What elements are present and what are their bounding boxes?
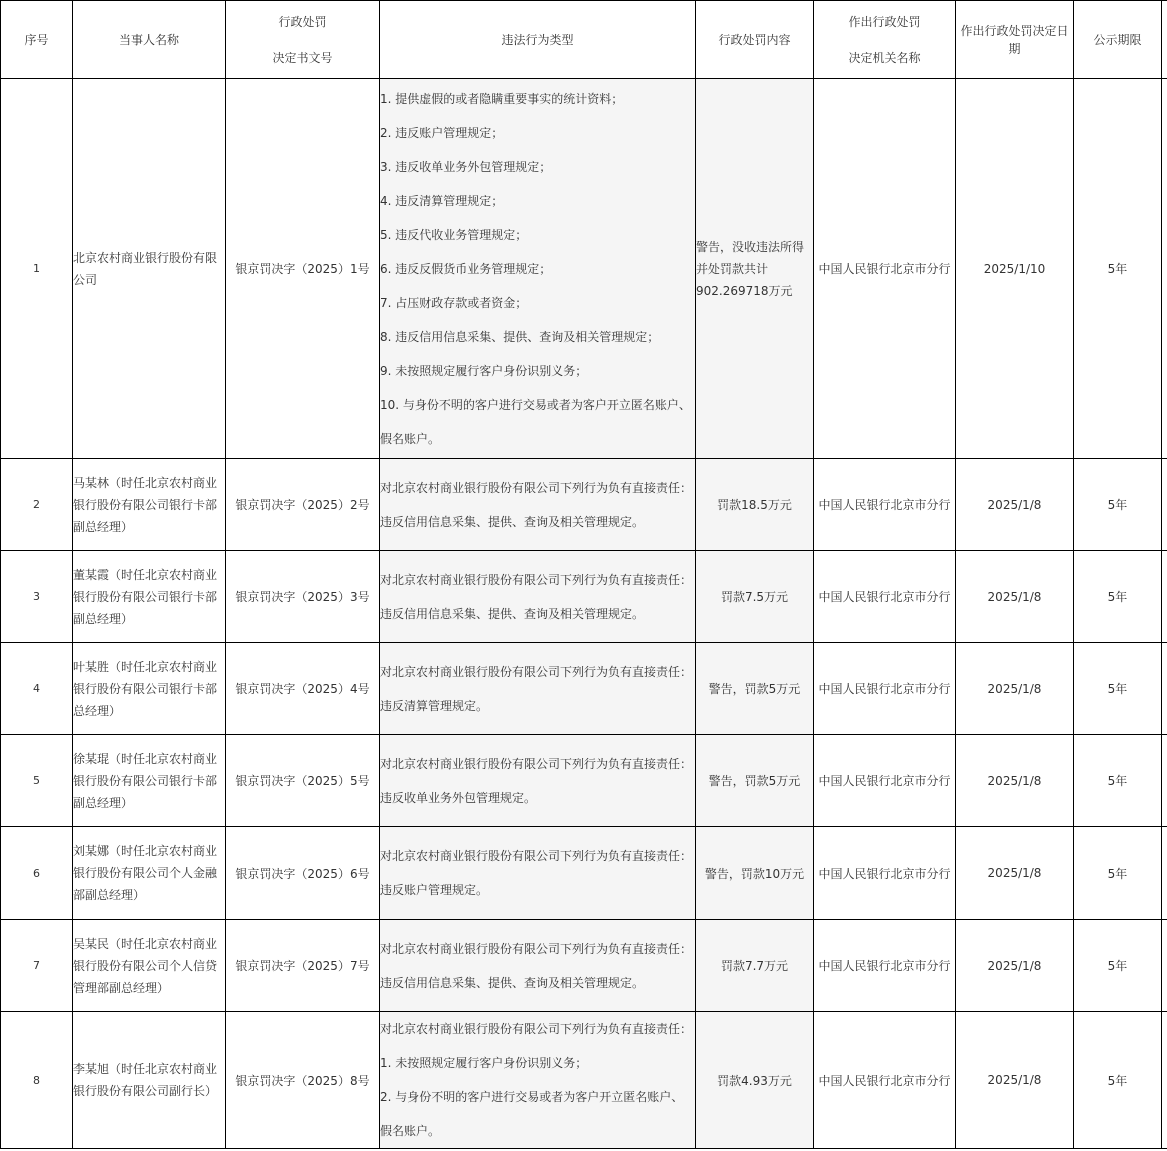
cell-party: 董某霞（时任北京农村商业银行股份有限公司银行卡部副总经理） — [73, 551, 226, 643]
violation-item: 违反账户管理规定。 — [380, 883, 489, 897]
header-doc-no: 行政处罚 决定书文号 — [226, 1, 380, 79]
cell-violation — [380, 459, 696, 551]
cell-penalty: 警告，没收违法所得并处罚款共计902.269718万元 — [696, 79, 814, 459]
cell-party: 徐某琨（时任北京农村商业银行股份有限公司银行卡部副总经理） — [73, 735, 226, 827]
cell-party: 马某林（时任北京农村商业银行股份有限公司银行卡部副总经理） — [73, 459, 226, 551]
violation-item: 9. 未按照规定履行客户身份识别义务； — [380, 363, 588, 378]
header-penalty: 行政处罚内容 — [696, 1, 814, 79]
cell-period: 5年 — [1074, 735, 1162, 827]
cell-violation — [380, 79, 696, 459]
violation-item: 10. 与身份不明的客户进行交易或者为客户开立匿名账户、假名账户。 — [380, 397, 691, 446]
violation-item: 1. 未按照规定履行客户身份识别义务； — [380, 1056, 588, 1070]
table-row — [1, 643, 1167, 735]
cell-authority: 中国人民银行北京市分行 — [814, 643, 956, 735]
table-row — [1, 735, 1167, 827]
cell-date: 2025/1/8 — [956, 827, 1074, 920]
violation-item: 6. 违反反假货币业务管理规定； — [380, 261, 552, 276]
cell-date: 2025/1/8 — [956, 735, 1074, 827]
cell-seq: 4 — [1, 643, 73, 735]
cell-period: 5年 — [1074, 827, 1162, 920]
cell-seq: 3 — [1, 551, 73, 643]
cell-violation — [380, 920, 696, 1012]
header-seq: 序号 — [1, 1, 73, 79]
table-row — [1, 79, 1167, 459]
cell-date: 2025/1/8 — [956, 551, 1074, 643]
cell-overflow — [1162, 735, 1167, 827]
violation-lead: 对北京农村商业银行股份有限公司下列行为负有直接责任： — [380, 756, 693, 771]
cell-overflow — [1162, 920, 1167, 1012]
cell-party: 李某旭（时任北京农村商业银行股份有限公司副行长） — [73, 1012, 226, 1149]
cell-date: 2025/1/8 — [956, 459, 1074, 551]
cell-party: 叶某胜（时任北京农村商业银行股份有限公司银行卡部总经理） — [73, 643, 226, 735]
cell-doc-no: 银京罚决字（2025）7号 — [226, 920, 380, 1012]
cell-period: 5年 — [1074, 1012, 1162, 1149]
cell-penalty: 警告，罚款5万元 — [696, 643, 814, 735]
violation-item: 违反清算管理规定。 — [380, 698, 489, 713]
cell-doc-no: 银京罚决字（2025）6号 — [226, 827, 380, 920]
cell-date: 2025/1/8 — [956, 643, 1074, 735]
cell-violation — [380, 551, 696, 643]
cell-violation — [380, 827, 696, 920]
violation-item: 8. 违反信用信息采集、提供、查询及相关管理规定； — [380, 329, 660, 344]
cell-party: 吴某民（时任北京农村商业银行股份有限公司个人信贷管理部副总经理） — [73, 920, 226, 1012]
cell-penalty: 罚款7.5万元 — [696, 551, 814, 643]
violation-lead: 对北京农村商业银行股份有限公司下列行为负有直接责任： — [380, 480, 693, 495]
cell-seq: 8 — [1, 1012, 73, 1149]
cell-seq: 2 — [1, 459, 73, 551]
cell-seq: 6 — [1, 827, 73, 920]
cell-authority: 中国人民银行北京市分行 — [814, 827, 956, 920]
violation-lead: 对北京农村商业银行股份有限公司下列行为负有直接责任： — [380, 849, 693, 863]
violation-lead: 对北京农村商业银行股份有限公司下列行为负有直接责任： — [380, 572, 693, 587]
cell-overflow — [1162, 79, 1167, 459]
cell-overflow — [1162, 459, 1167, 551]
table-row — [1, 827, 1167, 920]
violation-item: 违反信用信息采集、提供、查询及相关管理规定。 — [380, 606, 645, 621]
cell-authority: 中国人民银行北京市分行 — [814, 459, 956, 551]
header-period: 公示期限 — [1074, 1, 1162, 79]
violation-item: 违反收单业务外包管理规定。 — [380, 790, 537, 805]
table-row — [1, 551, 1167, 643]
header-party: 当事人名称 — [73, 1, 226, 79]
violation-lead: 对北京农村商业银行股份有限公司下列行为负有直接责任： — [380, 1022, 693, 1036]
cell-overflow — [1162, 643, 1167, 735]
cell-date: 2025/1/10 — [956, 79, 1074, 459]
header-overflow — [1162, 1, 1167, 79]
violation-item: 2. 违反账户管理规定； — [380, 125, 504, 140]
cell-period: 5年 — [1074, 551, 1162, 643]
cell-overflow — [1162, 551, 1167, 643]
violation-item: 1. 提供虚假的或者隐瞒重要事实的统计资料； — [380, 91, 624, 106]
cell-penalty: 罚款4.93万元 — [696, 1012, 814, 1149]
cell-penalty: 罚款7.7万元 — [696, 920, 814, 1012]
cell-doc-no: 银京罚决字（2025）2号 — [226, 459, 380, 551]
header-date: 作出行政处罚决定日 期 — [956, 1, 1074, 79]
violation-item: 2. 与身份不明的客户进行交易或者为客户开立匿名账户、假名账户。 — [380, 1090, 684, 1138]
cell-violation — [380, 735, 696, 827]
header-row — [1, 1, 1167, 79]
table-row — [1, 920, 1167, 1012]
cell-doc-no: 银京罚决字（2025）5号 — [226, 735, 380, 827]
violation-item: 违反信用信息采集、提供、查询及相关管理规定。 — [380, 514, 645, 529]
violation-item: 5. 违反代收业务管理规定； — [380, 227, 528, 242]
violation-lead: 对北京农村商业银行股份有限公司下列行为负有直接责任： — [380, 941, 693, 956]
violation-item: 3. 违反收单业务外包管理规定； — [380, 159, 552, 174]
cell-seq: 1 — [1, 79, 73, 459]
cell-authority: 中国人民银行北京市分行 — [814, 79, 956, 459]
cell-period: 5年 — [1074, 459, 1162, 551]
cell-period: 5年 — [1074, 920, 1162, 1012]
cell-party: 北京农村商业银行股份有限公司 — [73, 79, 226, 459]
header-authority: 作出行政处罚 决定机关名称 — [814, 1, 956, 79]
cell-authority: 中国人民银行北京市分行 — [814, 735, 956, 827]
cell-overflow — [1162, 1012, 1167, 1149]
cell-doc-no: 银京罚决字（2025）1号 — [226, 79, 380, 459]
cell-violation — [380, 1012, 696, 1149]
cell-authority: 中国人民银行北京市分行 — [814, 551, 956, 643]
cell-penalty: 警告，罚款10万元 — [696, 827, 814, 920]
cell-doc-no: 银京罚决字（2025）4号 — [226, 643, 380, 735]
cell-authority: 中国人民银行北京市分行 — [814, 1012, 956, 1149]
header-violation: 违法行为类型 — [380, 1, 696, 79]
cell-period: 5年 — [1074, 79, 1162, 459]
cell-penalty: 警告，罚款5万元 — [696, 735, 814, 827]
cell-date: 2025/1/8 — [956, 1012, 1074, 1149]
cell-seq: 5 — [1, 735, 73, 827]
table-row — [1, 1012, 1167, 1149]
violation-item: 违反信用信息采集、提供、查询及相关管理规定。 — [380, 975, 645, 990]
violation-item: 4. 违反清算管理规定； — [380, 193, 504, 208]
table-row — [1, 459, 1167, 551]
cell-doc-no: 银京罚决字（2025）3号 — [226, 551, 380, 643]
cell-party: 刘某娜（时任北京农村商业银行股份有限公司个人金融部副总经理） — [73, 827, 226, 920]
violation-lead: 对北京农村商业银行股份有限公司下列行为负有直接责任： — [380, 664, 693, 679]
cell-penalty: 罚款18.5万元 — [696, 459, 814, 551]
cell-overflow — [1162, 827, 1167, 920]
cell-authority: 中国人民银行北京市分行 — [814, 920, 956, 1012]
cell-period: 5年 — [1074, 643, 1162, 735]
cell-date: 2025/1/8 — [956, 920, 1074, 1012]
cell-seq: 7 — [1, 920, 73, 1012]
violation-item: 7. 占压财政存款或者资金； — [380, 295, 528, 310]
cell-violation — [380, 643, 696, 735]
cell-doc-no: 银京罚决字（2025）8号 — [226, 1012, 380, 1149]
